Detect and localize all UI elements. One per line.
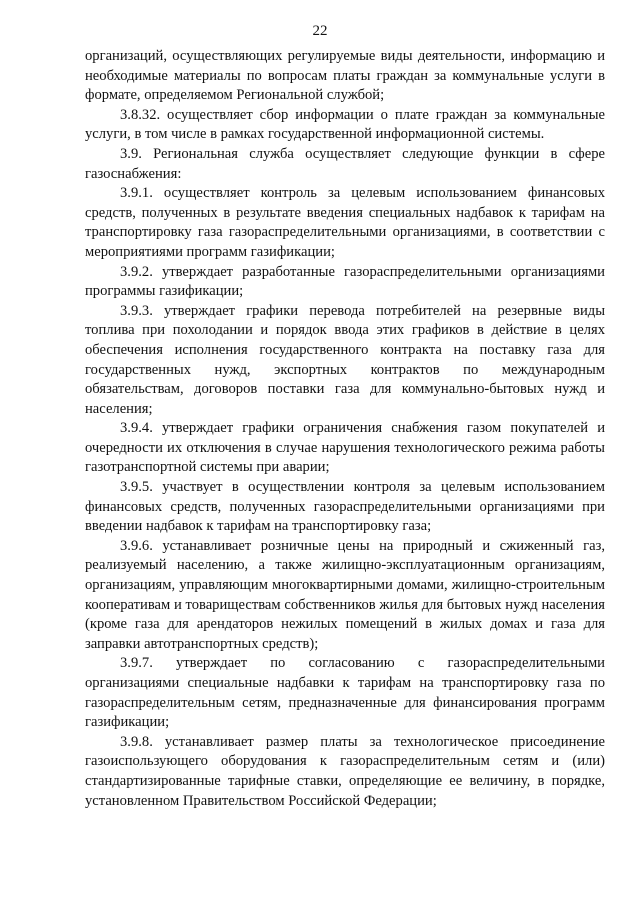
document-paragraph: 3.9.1. осуществляет контроль за целевым использованием финансовых средств, полученных в результате введения специальных надбавок к тарифам на транспортировку газа газораспределительными организациями, в соответствии с мероприятиями программ газификации;	[85, 185, 605, 260]
document-paragraph: 3.9.4. утверждает графики ограничения снабжения газом покупателей и очередности их отключения в случае нарушения технологического режима работы газотранспортной системы при аварии;	[85, 420, 605, 476]
page-number: 22	[312, 23, 328, 39]
document-paragraph: 3.8.32. осуществляет сбор информации о плате граждан за коммунальные услуги, в том числе в рамках государственной информационной системы.	[85, 106, 605, 143]
document-paragraph: 3.9.7. утверждает по согласованию с газораспределительными организациями специальные надбавки к тарифам на транспортировку газа по газораспределительным сетям, предназначенные для финансирования программ газификации;	[85, 655, 605, 731]
document-paragraph: 3.9. Региональная служба осуществляет следующие функции в сфере газоснабжения:	[85, 145, 605, 182]
document-paragraph: 3.9.5. участвует в осуществлении контроля за целевым использованием финансовых средств, полученных газораспределительными организациями при введении надбавок к тарифам на транспортировку газа;	[85, 479, 605, 535]
document-paragraph: 3.9.2. утверждает разработанные газораспределительными организациями программы газификации;	[85, 263, 605, 300]
document-paragraph: 3.9.8. устанавливает размер платы за технологическое присоединение газоиспользующего оборудования к газораспределительным сетям и (или) стандартизированные тарифные ставки, определяющие ее величину, в порядке, установленном Правительством Российской Федерации;	[85, 733, 605, 809]
document-paragraph: 3.9.6. устанавливает розничные цены на природный и сжиженный газ, реализуемый населению, а также жилищно-эксплуатационным организациям, организациям, управляющим многоквартирными домами, жилищно-строительным кооперативам и товариществам собственников жилья для бытовых нужд населения (кроме газа для арендаторов нежилых помещений в жилых домах и газа для заправки автотранспортных средств);	[85, 537, 605, 652]
document-body	[85, 47, 605, 811]
document-paragraph: 3.9.3. утверждает графики перевода потребителей на резервные виды топлива при похолодании и порядок ввода этих графиков в действие в целях обеспечения исполнения государственного контракта на поставку газа для государственных нужд, экспортных контрактов по международным обязательствам, договоров поставки газа для коммунально-бытовых нужд и населения;	[85, 302, 605, 417]
document-paragraph: организаций, осуществляющих регулируемые виды деятельности, информацию и необходимые материалы по вопросам платы граждан за коммунальные услуги в формате, определяемом Региональной службой;	[85, 48, 605, 104]
